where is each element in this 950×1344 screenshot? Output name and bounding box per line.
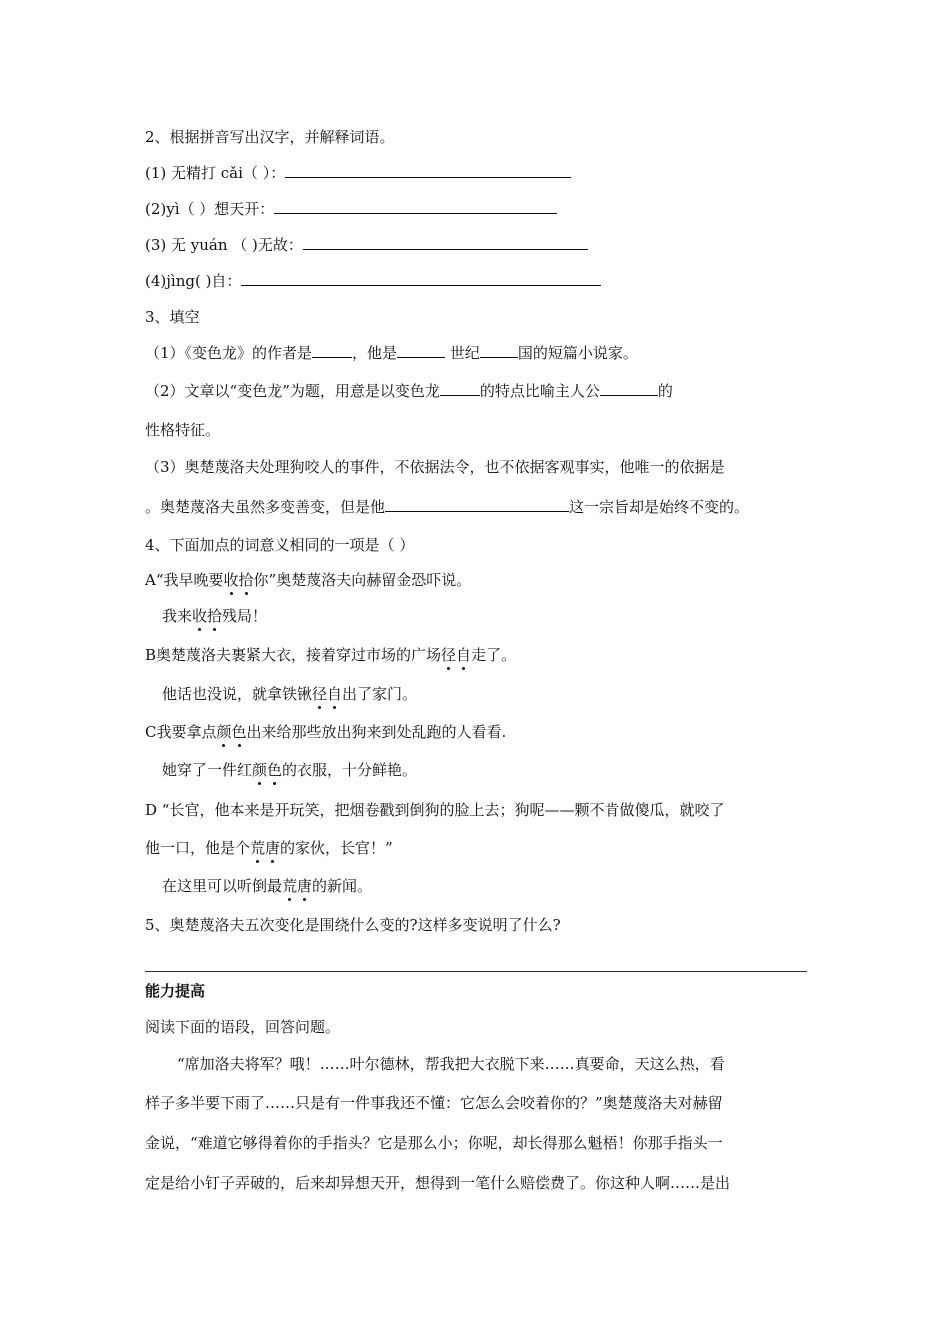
q3-sub-2-text-b: 的特点比喻主人公 bbox=[479, 382, 600, 400]
emphasis-dot-char: 收 bbox=[192, 607, 208, 625]
answer-blank[interactable] bbox=[385, 497, 569, 512]
q2-item-2-text: (2)yì（ ）想天开： bbox=[145, 200, 275, 218]
answer-blank[interactable] bbox=[274, 199, 557, 214]
dotted-word bbox=[224, 571, 254, 589]
emphasis-dot-char: 荒 bbox=[282, 877, 298, 895]
q4-option-d-2 bbox=[145, 838, 393, 858]
q2-title: 2、根据拼音写出汉字，并解释词语。 bbox=[145, 128, 395, 146]
q4-d3-pre: 在这里可以听倒最 bbox=[162, 877, 283, 895]
q3-sub-2-text-a: （2）文章以“变色龙”为题，用意是以变色龙 bbox=[145, 382, 440, 400]
q3-sub-3: （3）奥楚蔑洛夫处理狗咬人的事件，不依据法令，也不依据客观事实，他唯一的依据是 bbox=[145, 458, 725, 476]
q3-sub-2-cont: 性格特征。 bbox=[145, 421, 221, 439]
q3-sub-3-text-b: 。奥楚蔑洛夫虽然多变善变，但是他 bbox=[145, 498, 386, 516]
answer-blank[interactable] bbox=[312, 343, 352, 358]
q4-d2-pre: 他一口，他是个 bbox=[145, 839, 251, 857]
q4-a2-pre: 我来 bbox=[162, 607, 193, 625]
q3-sub-1-text-b: ，他是 bbox=[352, 344, 398, 362]
q3-sub-3-text-c: 这一宗旨却是始终不变的。 bbox=[569, 498, 750, 516]
q2-item-4-text: (4)jìng( )自： bbox=[145, 272, 242, 290]
q4-b2-post: 出了家门。 bbox=[342, 685, 418, 703]
passage-line-1: “席加洛夫将军？哦！……叶尔德林，帮我把大衣脱下来……真要命，天这么热，看 bbox=[177, 1055, 725, 1073]
q3-sub-1-text-c: 世纪 bbox=[445, 344, 480, 362]
q3-sub-2 bbox=[145, 381, 673, 401]
emphasis-dot-char: 拾 bbox=[238, 571, 254, 589]
answer-blank[interactable] bbox=[285, 163, 571, 178]
passage-line-4: 定是给小钉子弄破的，后来却异想天开，想得到一笔什么赔偿费了。你这种人啊……是出 bbox=[145, 1174, 731, 1192]
q4-c2-post: 的衣服，十分鲜艳。 bbox=[282, 761, 418, 779]
q3-title: 3、填空 bbox=[145, 308, 200, 326]
dotted-word bbox=[282, 877, 312, 895]
q4-option-a-2 bbox=[162, 606, 267, 626]
q3-sub-2-text-c: 的 bbox=[657, 382, 673, 400]
emphasis-dot-char: 色 bbox=[231, 723, 247, 741]
q4-c1-pre: C我要拿点 bbox=[145, 723, 217, 741]
q4-option-b-2 bbox=[162, 684, 417, 704]
answer-blank[interactable] bbox=[480, 343, 518, 358]
emphasis-dot-char: 自 bbox=[456, 646, 472, 664]
emphasis-dot-char: 径 bbox=[312, 685, 328, 703]
dotted-word bbox=[252, 761, 282, 779]
emphasis-dot-char: 收 bbox=[223, 571, 239, 589]
answer-blank[interactable] bbox=[440, 381, 480, 396]
q2-item-2 bbox=[145, 199, 557, 219]
q4-b1-pre: B奥楚蔑洛夫裹紧大衣，接着穿过市场的广场 bbox=[145, 646, 442, 664]
emphasis-dot-char: 唐 bbox=[297, 877, 313, 895]
q3-sub-1-text-a: （1）《变色龙》的作者是 bbox=[145, 344, 313, 362]
q4-a2-post: 残局！ bbox=[222, 607, 268, 625]
emphasis-dot-char: 径 bbox=[441, 646, 457, 664]
dotted-word bbox=[250, 839, 280, 857]
q4-title: 4、下面加点的词意义相同的一项是（ ） bbox=[145, 536, 415, 554]
q2-item-3 bbox=[145, 235, 588, 255]
section-heading: 能力提高 bbox=[145, 982, 206, 1000]
q4-option-b-1 bbox=[145, 645, 516, 665]
q3-sub-1-text-d: 国的短篇小说家。 bbox=[517, 344, 638, 362]
passage-line-2: 样子多半要下雨了……只是有一件事我还不懂：它怎么会咬着你的？”奥楚蔑洛夫对赫留 bbox=[145, 1094, 723, 1112]
emphasis-dot-char: 唐 bbox=[265, 839, 281, 857]
q4-option-c-2 bbox=[162, 760, 417, 780]
q2-item-1 bbox=[145, 163, 571, 183]
q3-sub-3-cont bbox=[145, 497, 749, 517]
q4-d3-post: 的新闻。 bbox=[312, 877, 373, 895]
emphasis-dot-char: 颜 bbox=[252, 761, 268, 779]
q4-d2-post: 的家伙，长官！” bbox=[280, 839, 393, 857]
answer-blank[interactable] bbox=[600, 381, 658, 396]
q4-b2-pre: 他话也没说，就拿铁锹 bbox=[162, 685, 313, 703]
q2-item-1-text: (1) 无精打 cǎi（ ）： bbox=[145, 164, 286, 182]
answer-blank[interactable] bbox=[303, 235, 588, 250]
answer-blank[interactable] bbox=[241, 271, 601, 286]
emphasis-dot-char: 颜 bbox=[216, 723, 232, 741]
q4-option-d-1: D “长官，他本来是开玩笑，把烟卷戳到倒狗的脸上去；狗呢——颗不肯做傻瓜，就咬了 bbox=[145, 801, 725, 819]
q4-a1-post: 你”奥楚蔑洛夫向赫留金恐吓说。 bbox=[253, 571, 472, 589]
emphasis-dot-char: 色 bbox=[267, 761, 283, 779]
q4-option-a-1 bbox=[145, 570, 471, 590]
dotted-word bbox=[192, 607, 222, 625]
q4-a1-pre: A“我早晚要 bbox=[145, 571, 224, 589]
q3-sub-1 bbox=[145, 343, 638, 363]
reading-instruction: 阅读下面的语段，回答问题。 bbox=[145, 1018, 341, 1036]
emphasis-dot-char: 荒 bbox=[250, 839, 266, 857]
q4-c1-post: 出来给那些放出狗来到处乱跑的人看看. bbox=[246, 723, 507, 741]
q5-title: 5、奥楚蔑洛夫五次变化是围绕什么变的?这样多变说明了什么? bbox=[145, 916, 561, 934]
emphasis-dot-char: 自 bbox=[327, 685, 343, 703]
dotted-word bbox=[441, 646, 471, 664]
emphasis-dot-char: 拾 bbox=[207, 607, 223, 625]
passage-line-3: 金说，“难道它够得着你的手指头？它是那么小；你呢，却长得那么魁梧！你那手指头一 bbox=[145, 1134, 723, 1152]
q2-item-4 bbox=[145, 271, 601, 291]
q4-b1-post: 走了。 bbox=[471, 646, 517, 664]
dotted-word bbox=[216, 723, 246, 741]
section-divider bbox=[145, 971, 807, 972]
q4-option-c-1 bbox=[145, 722, 506, 742]
answer-blank[interactable] bbox=[397, 343, 445, 358]
q2-item-3-text: (3) 无 yuán （ )无故： bbox=[145, 236, 303, 254]
q4-option-d-3 bbox=[162, 876, 372, 896]
q4-c2-pre: 她穿了一件红 bbox=[162, 761, 253, 779]
dotted-word bbox=[312, 685, 342, 703]
